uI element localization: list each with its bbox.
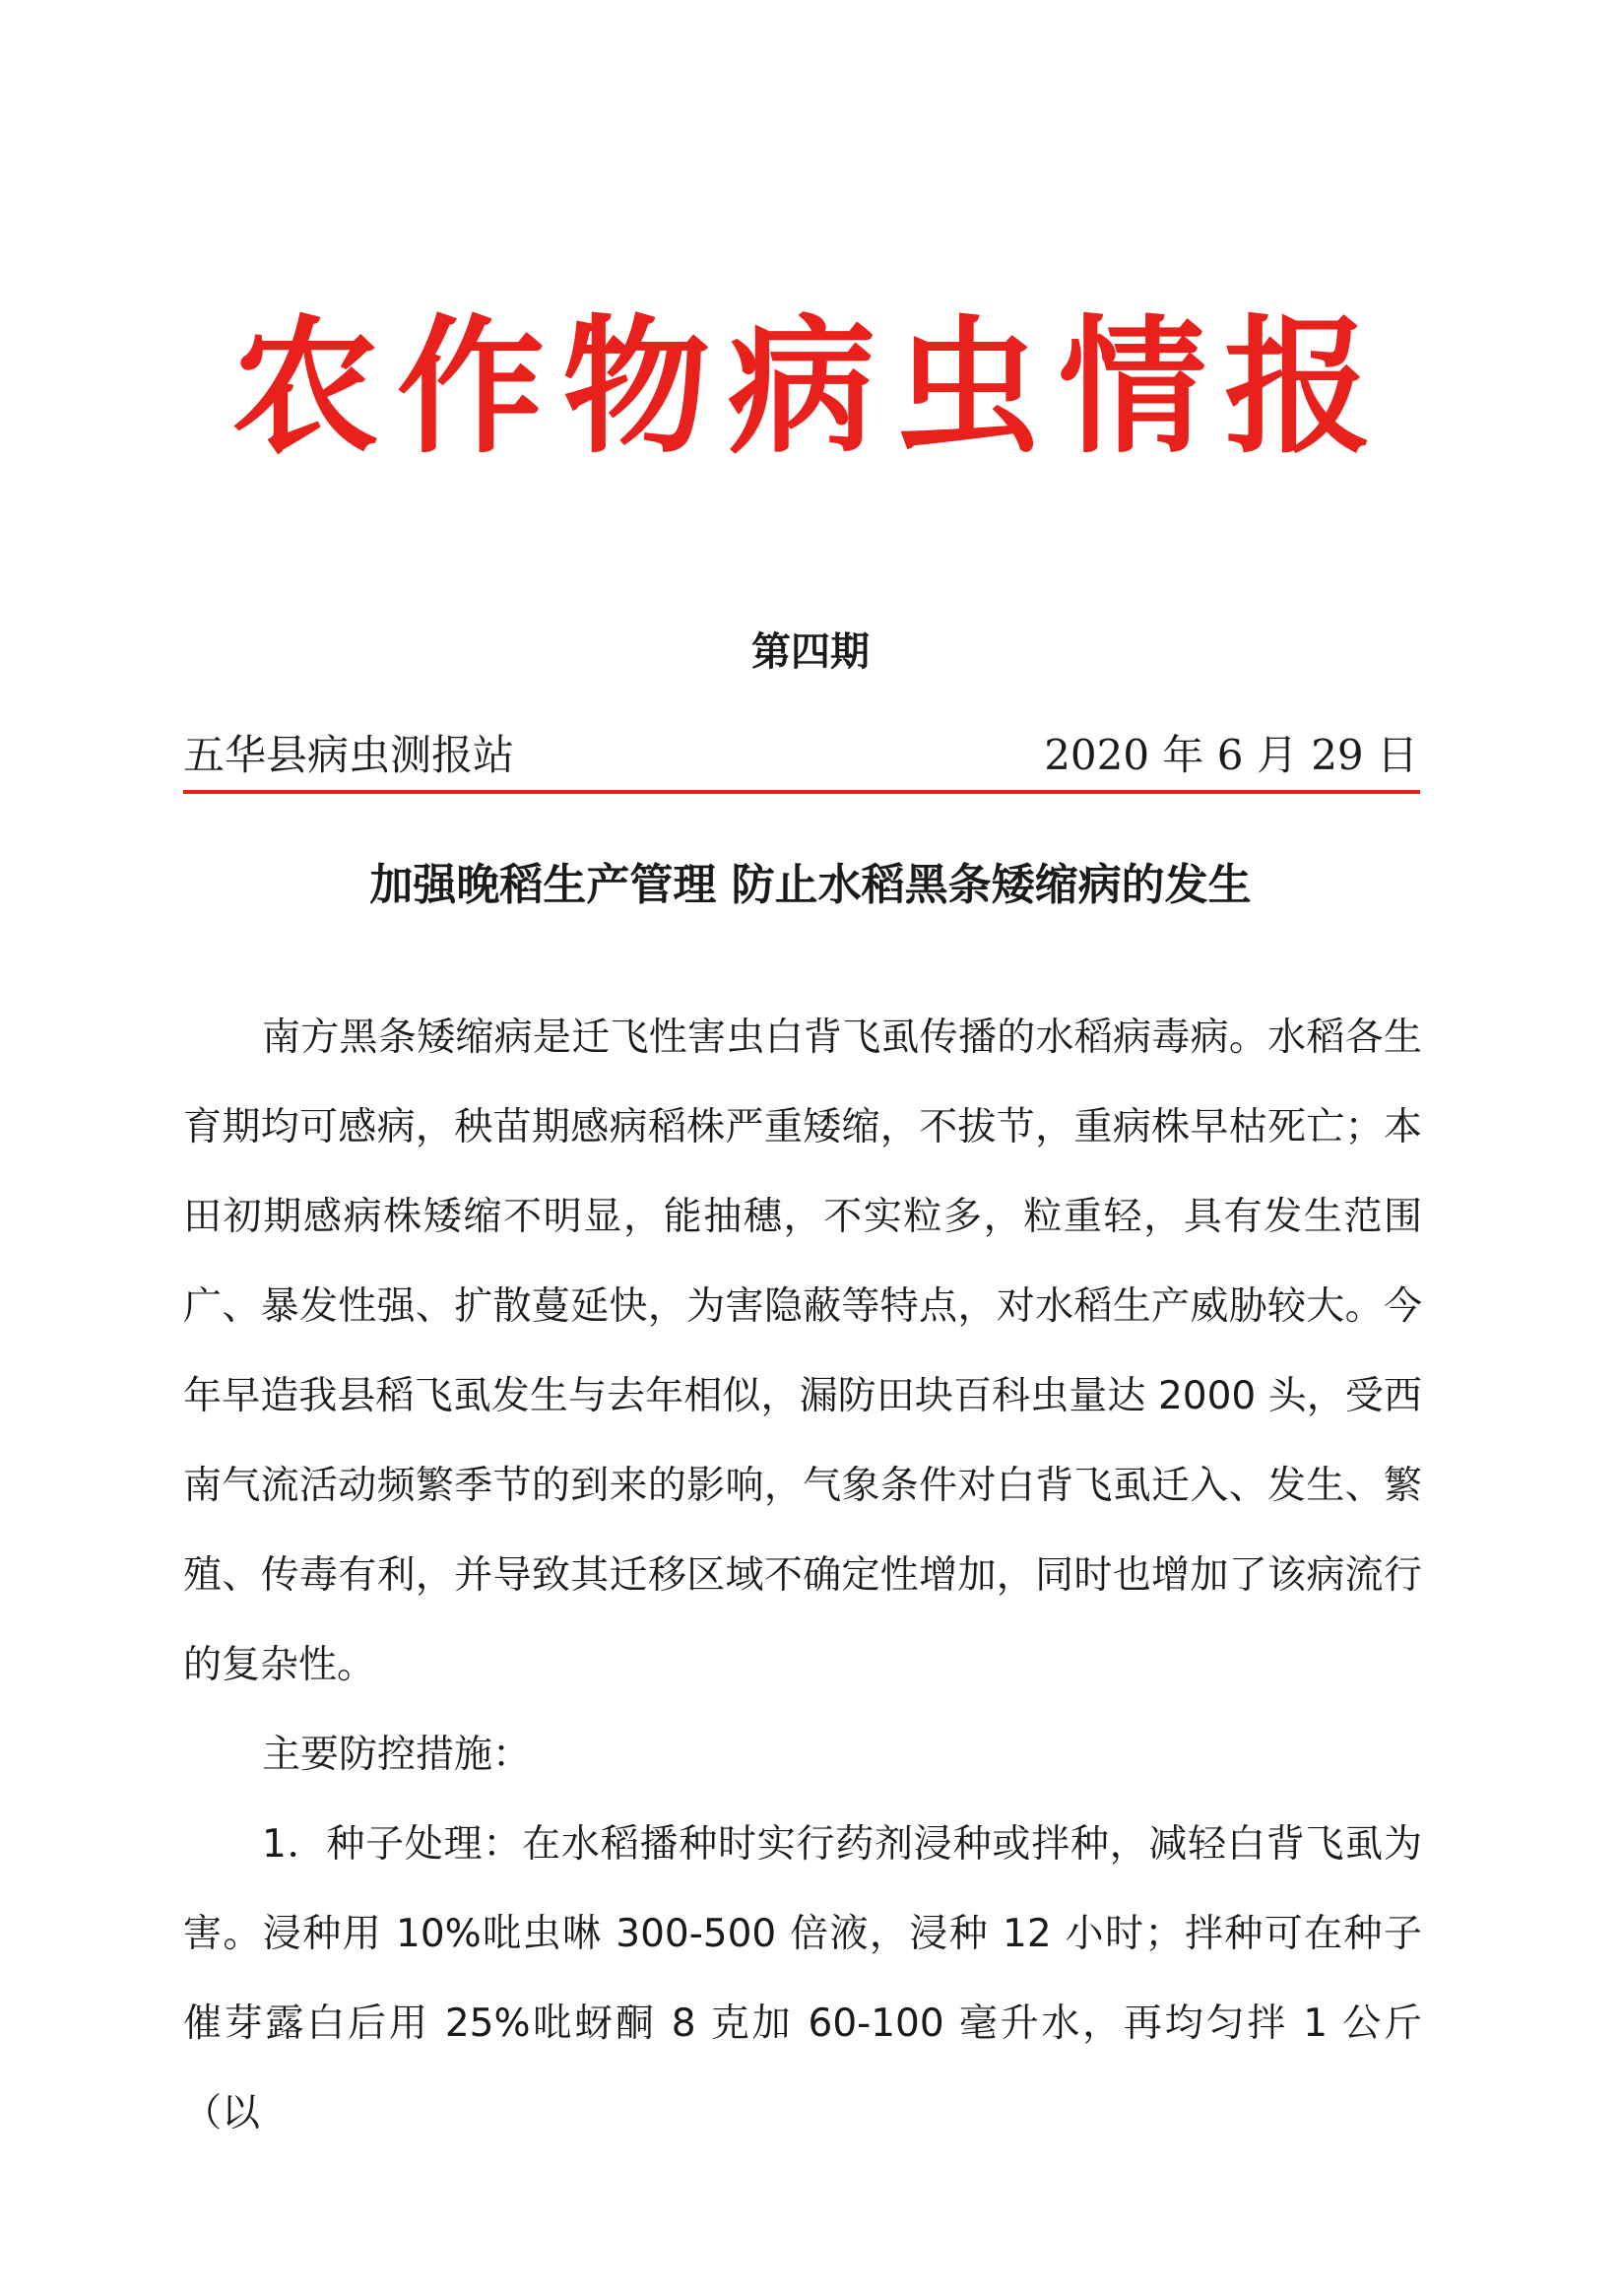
issue-number: 第四期 [751, 629, 870, 675]
publish-date: 2020 年 6 月 29 日 [1044, 731, 1418, 779]
article-headline: 加强晚稻生产管理 防止水稻黑条矮缩病的发生 [369, 860, 1252, 910]
article-body [183, 993, 1422, 2158]
body-paragraph-intro: 南方黑条矮缩病是迁飞性害虫白背飞虱传播的水稻病毒病。水稻各生育期均可感病，秧苗期感病稻株严重矮缩，不拔节，重病株早枯死亡；本田初期感病株矮缩不明显，能抽穗，不实粒多，粒重轻，具有发生范围广、暴发性强、扩散蔓延快，为害隐蔽等特点，对水稻生产威胁较大。今年早造我县稻飞虱发生与去年相似，漏防田块百科虫量达 2000 头，受西南气流活动频繁季节的到来的影响，气象条件对白背飞虱迁入、发生、繁殖、传毒有利，并导致其迁移区域不确定性增加，同时也增加了该病流行的复杂性。 [183, 1016, 1422, 1687]
masthead-title: 农作物病虫情报 [230, 300, 1390, 474]
body-paragraph-seed-treatment: 1．种子处理：在水稻播种时实行药剂浸种或拌种，减轻白背飞虱为害。浸种用 10%吡虫啉 300-500 倍液，浸种 12 小时；拌种可在种子催芽露白后用 25%吡蚜酮 8 克加 60-100 毫升水，再均匀拌 1 公斤（以 [183, 1822, 1422, 2135]
red-divider-rule [183, 790, 1420, 794]
body-paragraph-measures-heading: 主要防控措施： [262, 1733, 532, 1777]
publisher-name: 五华县病虫测报站 [183, 731, 515, 779]
